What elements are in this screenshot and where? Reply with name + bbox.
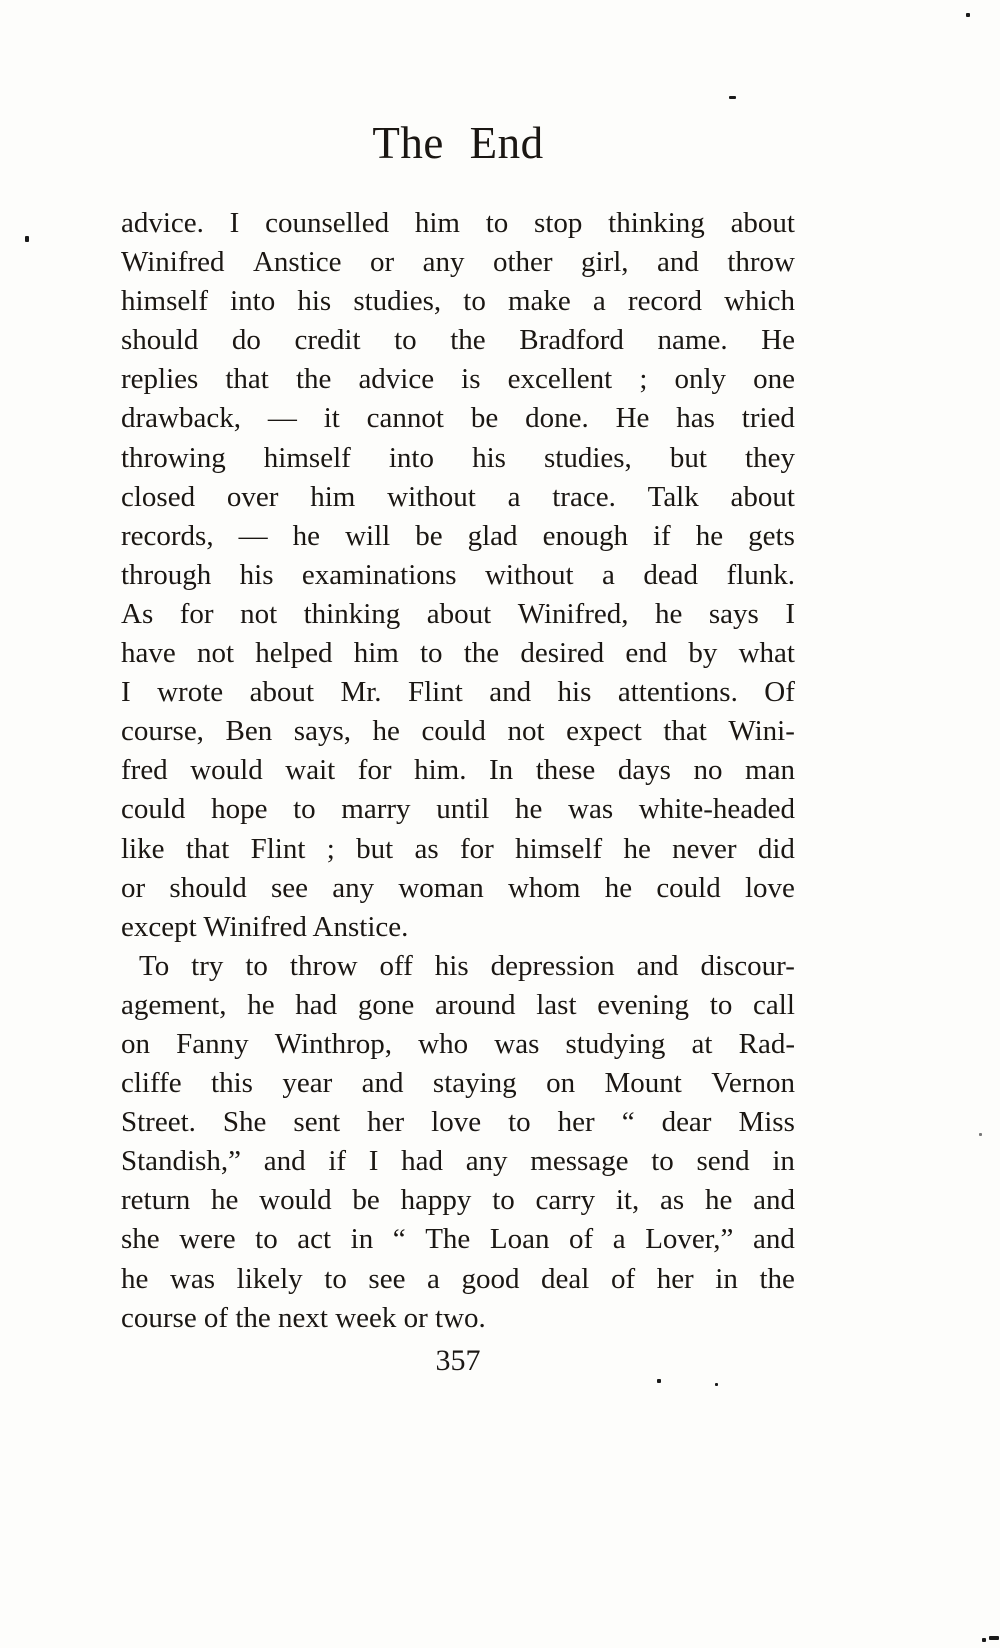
text-line: or should see any woman whom he could love xyxy=(121,871,795,904)
text-line: cliffe this year and staying on Mount Vernon xyxy=(121,1067,795,1100)
text-line: Standish,” and if I had any message to send in xyxy=(121,1145,795,1178)
text-line: return he would be happy to carry it, as he and xyxy=(121,1184,795,1217)
text-line: Street. She sent her love to her “ dear Miss xyxy=(121,1106,795,1139)
body-text xyxy=(121,204,795,1338)
text-line: replies that the advice is excellent ; only one xyxy=(121,363,795,396)
scan-speck xyxy=(989,1636,999,1640)
text-line: on Fanny Winthrop, who was studying at Rad- xyxy=(121,1027,795,1060)
scan-speck xyxy=(657,1379,661,1383)
text-line: through his examinations without a dead flunk. xyxy=(121,558,795,591)
scan-speck xyxy=(25,236,29,242)
text-line: she were to act in “ The Loan of a Lover,” and xyxy=(121,1223,795,1256)
text-line: drawback, — it cannot be done. He has tried xyxy=(121,402,795,435)
text-line: course of the next week or two. xyxy=(121,1301,486,1334)
text-line: agement, he had gone around last evening to call xyxy=(121,988,795,1021)
text-line: he was likely to see a good deal of her in the xyxy=(121,1262,795,1295)
text-line: course, Ben says, he could not expect that Wini- xyxy=(121,715,795,748)
text-line: records, — he will be glad enough if he gets xyxy=(121,519,795,552)
scan-speck xyxy=(979,1133,982,1136)
text-line: advice. I counselled him to stop thinking about xyxy=(121,207,795,239)
scan-speck xyxy=(966,13,970,17)
scan-speck xyxy=(982,1638,986,1642)
scan-speck xyxy=(715,1383,718,1386)
text-line: I wrote about Mr. Flint and his attentions. Of xyxy=(121,676,795,709)
text-line: closed over him without a trace. Talk about xyxy=(121,480,795,513)
text-line: fred would wait for him. In these days no man xyxy=(121,754,795,787)
text-line: throwing himself into his studies, but they xyxy=(121,441,795,474)
text-line: To try to throw off his depression and discour- xyxy=(139,949,795,982)
page-title: The End xyxy=(372,118,544,168)
page-number: 357 xyxy=(435,1344,481,1377)
scan-speck xyxy=(729,96,736,99)
text-line: Winifred Anstice or any other girl, and throw xyxy=(121,246,795,279)
text-line: like that Flint ; but as for himself he never did xyxy=(121,832,795,865)
text-line: As for not thinking about Winifred, he says I xyxy=(121,597,795,630)
text-line: himself into his studies, to make a record which xyxy=(121,285,795,318)
text-line: have not helped him to the desired end by what xyxy=(121,637,795,670)
text-line: could hope to marry until he was white-headed xyxy=(121,793,795,826)
text-line: should do credit to the Bradford name. He xyxy=(121,324,795,357)
text-line: except Winifred Anstice. xyxy=(121,910,409,943)
